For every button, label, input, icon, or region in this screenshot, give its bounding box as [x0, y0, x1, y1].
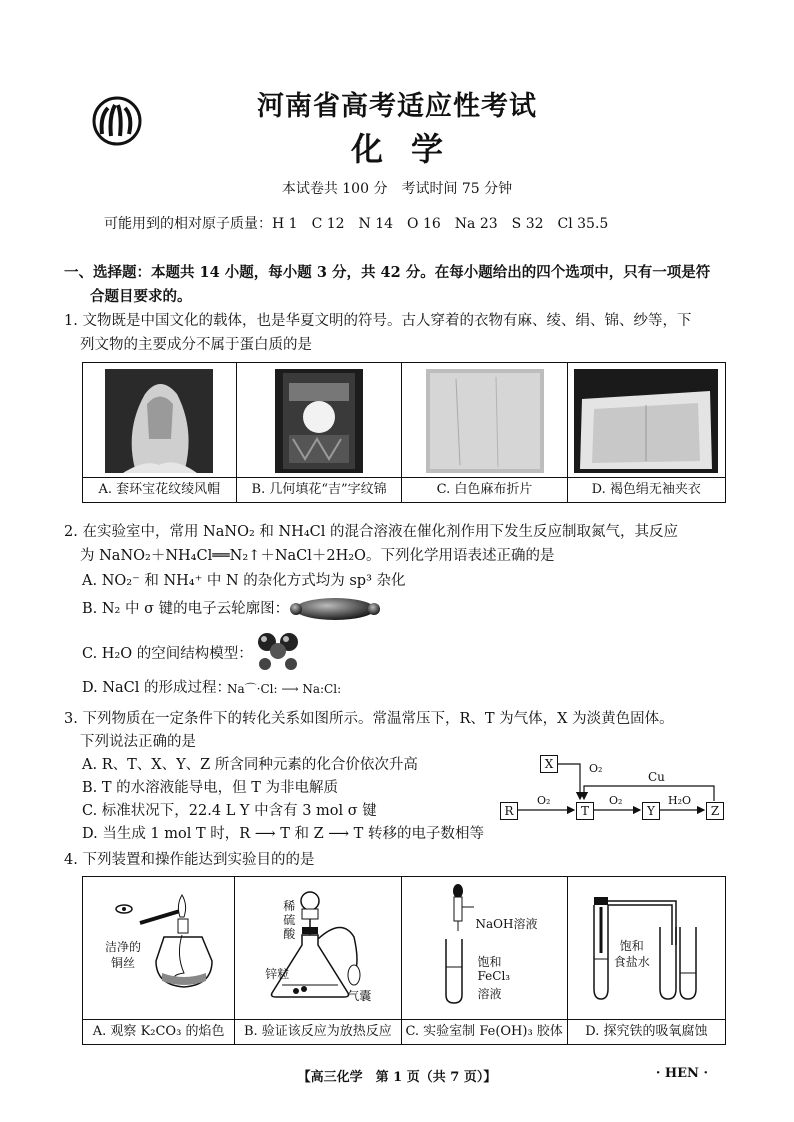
page-footer: 【高三化学 第 1 页（共 7 页）】 [297, 1070, 497, 1085]
conversion-diagram [496, 748, 732, 828]
q3-option-b: B. T 的水溶液能导电，但 T 为非电解质 [82, 780, 339, 796]
label-zinc: 锌粒 [265, 967, 290, 981]
section-heading-line1: 一、选择题：本题共 14 小题，每小题 3 分，共 42 分。在每小题给出的四个选项中，只有一项是符 [64, 264, 711, 281]
label-naoh: NaOH溶液 [475, 917, 538, 931]
diagram-node-t: T [576, 802, 594, 820]
q3-stem-line2: 下列说法正确的是 [80, 734, 196, 750]
diagram-node-y: Y [642, 802, 660, 820]
q4-panel-b [235, 877, 401, 1020]
q1-option-b [236, 363, 402, 503]
q4-caption-c: C. 实验室制 Fe(OH)₃ 胶体 [401, 1020, 567, 1045]
q2-option-d: D. NaCl 的形成过程： [82, 680, 231, 696]
q4-panel-d [567, 877, 725, 1020]
diagram-node-x: X [540, 755, 558, 773]
q3-option-c: C. 标准状况下，22.4 L Y 中含有 3 mol σ 键 [82, 803, 377, 819]
q1-caption-b: B. 几何填花“吉”字纹锦 [237, 477, 402, 502]
q2-stem-line2: 为 NaNO₂＋NH₄Cl══N₂↑＋NaCl＋2H₂O。下列化学用语表述正确的是 [80, 548, 555, 564]
exam-title: 河南省高考适应性考试 [257, 91, 537, 122]
brocade-photo [275, 369, 363, 473]
q4-caption-d: D. 探究铁的吸氧腐蚀 [567, 1020, 725, 1045]
q1-caption-a: A. 套环宝花纹绫风帽 [83, 477, 236, 502]
q1-image-table [82, 362, 726, 503]
label-t-y: O₂ [609, 794, 623, 807]
hat-photo [105, 369, 213, 473]
flask-balloon-apparatus [236, 877, 400, 1015]
label-z-t: Cu [648, 770, 665, 784]
q1-option-c [402, 363, 567, 503]
atomic-masses: 可能用到的相对原子质量：H 1 C 12 N 14 O 16 Na 23 S 32 Cl 35.5 [104, 216, 609, 232]
q4-panel-c [401, 877, 567, 1020]
label-brine: 食盐水 [613, 955, 650, 969]
label-balloon: 气囊 [347, 989, 372, 1003]
label-saturated-d: 饱和 [619, 939, 644, 953]
corrosion-apparatus [568, 877, 724, 1015]
q4-caption-a: A. 观察 K₂CO₃ 的焰色 [83, 1020, 235, 1045]
robe-photo [574, 369, 718, 473]
label-fecl3: FeCl₃ [477, 969, 511, 983]
linen-photo [426, 369, 544, 473]
q4-apparatus-table [82, 876, 726, 1045]
label-x-t: O₂ [589, 762, 603, 775]
q1-option-d [567, 363, 725, 503]
q3-stem-line1: 3. 下列物质在一定条件下的转化关系如图所示。常温常压下，R、T 为气体，X 为淡黄色固体。 [64, 711, 674, 727]
q1-caption-d: D. 褐色绢无袖夹衣 [568, 477, 725, 502]
exam-info: 本试卷共 100 分 考试时间 75 分钟 [281, 181, 513, 197]
label-solution: 溶液 [477, 987, 502, 1001]
label-y-z: H₂O [668, 794, 692, 807]
q1-stem-line1: 1. 文物既是中国文化的载体，也是华夏文明的符号。古人穿着的衣物有麻、绫、绢、锦、纱等，下 [64, 313, 692, 329]
label-copper-wire: 洁净的铜丝 [104, 940, 141, 970]
diagram-node-r: R [500, 802, 518, 820]
label-saturated: 饱和 [477, 955, 502, 969]
q4-panel-a [83, 877, 235, 1020]
q1-caption-c: C. 白色麻布折片 [402, 477, 566, 502]
q1-option-a [83, 363, 237, 503]
nacl-formation-formula: Na⌒·Cl: ⟶ Na:Cl: [227, 682, 342, 696]
section-heading-line2: 合题目要求的。 [90, 288, 192, 305]
q2-option-a: A. NO₂⁻ 和 NH₄⁺ 中 N 的杂化方式均为 sp³ 杂化 [82, 573, 406, 589]
sigma-orbital-icon [288, 596, 382, 622]
q3-option-a: A. R、T、X、Y、Z 所含同种元素的化合价依次升高 [82, 757, 418, 773]
q2-option-c: C. H₂O 的空间结构模型： [82, 646, 253, 662]
q4-stem: 4. 下列装置和操作能达到实验目的的是 [64, 852, 315, 868]
label-r-t: O₂ [537, 794, 551, 807]
q3-option-d: D. 当生成 1 mol T 时，R ⟶ T 和 Z ⟶ T 转移的电子数相等 [82, 826, 484, 842]
label-dilute-acid: 稀硫酸 [283, 899, 296, 941]
q4-caption-b: B. 验证该反应为放热反应 [235, 1020, 401, 1045]
footer-code: · HEN · [655, 1066, 708, 1081]
q1-stem-line2: 列文物的主要成分不属于蛋白质的是 [80, 337, 312, 353]
diagram-node-z: Z [706, 802, 724, 820]
water-model-icon [255, 630, 301, 672]
subject-title: 化学 [350, 130, 471, 168]
q2-option-b: B. N₂ 中 σ 键的电子云轮廓图： [82, 601, 290, 617]
q2-stem-line1: 2. 在实验室中，常用 NaNO₂ 和 NH₄Cl 的混合溶液在催化剂作用下发生反应制取氮气，其反应 [64, 524, 678, 540]
